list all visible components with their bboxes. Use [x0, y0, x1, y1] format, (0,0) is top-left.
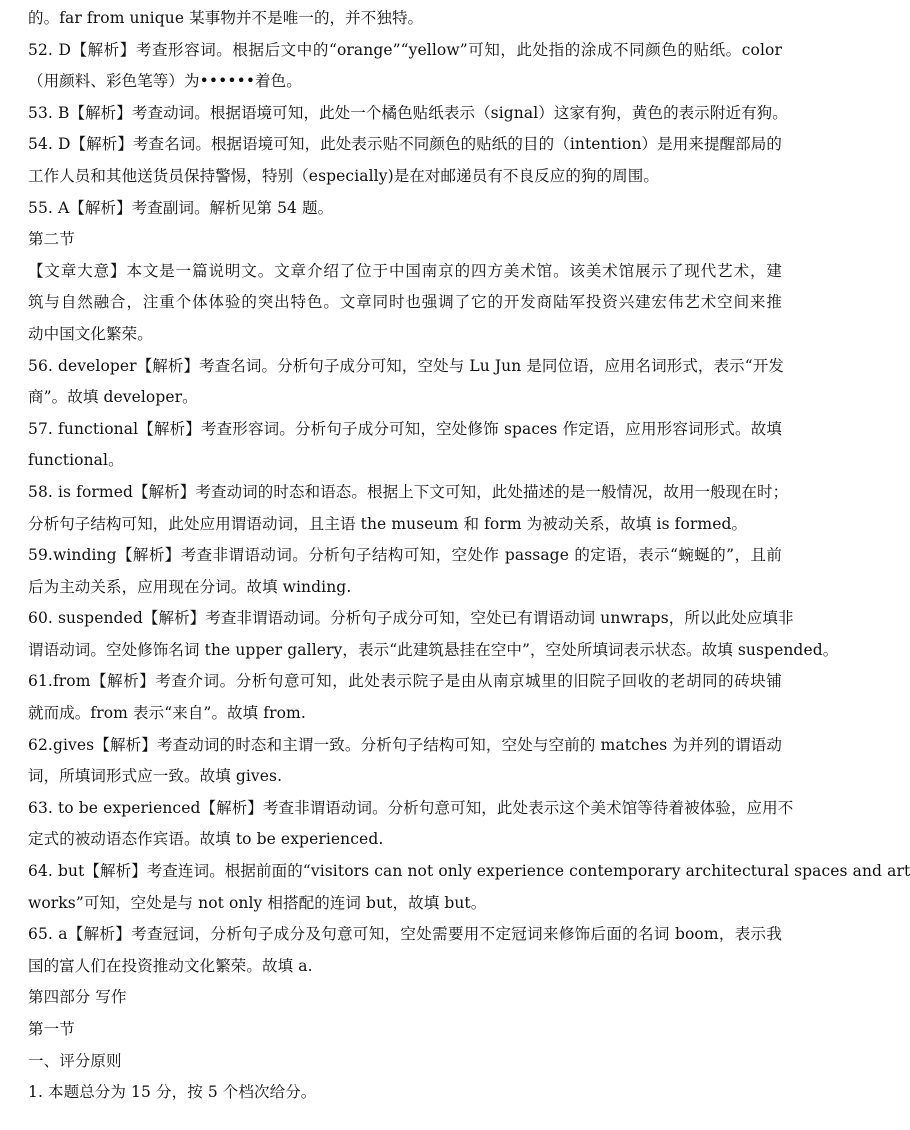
text-line: 64. but【解析】考查连词。根据前面的“visitors can not only experience contemporary architectural spaces and art: [28, 862, 910, 881]
text-line: 52. D【解析】考查形容词。根据后文中的“orange”“yellow”可知，此处指的涂成不同颜色的贴纸。color: [28, 40, 782, 59]
text-line: 筑与自然融合，注重个体体验的突出特色。文章同时也强调了它的开发商陆军投资兴建宏伟艺术空间来推: [28, 293, 782, 312]
text-line: 工作人员和其他送货员保持警惕，特别（especially)是在对邮递员有不良反应的狗的周围。: [28, 166, 659, 185]
text-line: 54. D【解析】考查名词。根据语境可知，此处表示贴不同颜色的贴纸的目的（intention）是用来提醒部局的: [28, 135, 782, 154]
text-line: 商”。故填 developer。: [28, 388, 198, 407]
text-line: 谓语动词。空处修饰名词 the upper gallery，表示“此建筑悬挂在空中”，空处所填词表示状态。故填 suspended。: [28, 640, 839, 659]
text-line: 第二节: [28, 230, 75, 249]
text-line: 58. is formed【解析】考查动词的时态和语态。根据上下文可知，此处描述的是一般情况，故用一般现在时；: [28, 482, 789, 501]
text-line: 定式的被动语态作宾语。故填 to be experienced.: [28, 830, 384, 849]
text-line: 63. to be experienced【解析】考查非谓语动词。分析句意可知，此处表示这个美术馆等待着被体验，应用不: [28, 798, 794, 817]
text-line: 就而成。from 表示“来自”。故填 from.: [28, 704, 306, 723]
text-line: 56. developer【解析】考查名词。分析句子成分可知，空处与 Lu Jun 是同位语，应用名词形式，表示“开发: [28, 356, 784, 375]
text-line: 词，所填词形式应一致。故填 gives.: [28, 767, 283, 786]
text-line: 一、评分原则: [28, 1051, 122, 1070]
text-line: 动中国文化繁荣。: [28, 324, 153, 343]
text-line: works”可知，空处是与 not only 相搭配的连词 but，故填 but。: [28, 893, 487, 912]
text-line: 第四部分 写作: [28, 988, 127, 1007]
text-line: 53. B【解析】考查动词。根据语境可知，此处一个橘色贴纸表示（signal）这家有狗，黄色的表示附近有狗。: [28, 103, 788, 122]
text-line: 第一节: [28, 1020, 75, 1038]
text-line: 62.gives【解析】考查动词的时态和主谓一致。分析句子结构可知，空处与空前的 matches 为并列的谓语动: [28, 735, 782, 754]
text-line: 59.winding【解析】考查非谓语动词。分析句子结构可知，空处作 passage 的定语，表示“蜿蜒的”，且前: [28, 546, 782, 565]
text-line: functional。: [28, 451, 124, 470]
text-line: 60. suspended【解析】考查非谓语动词。分析句子成分可知，空处已有谓语动词 unwraps，所以此处应填非: [28, 609, 794, 628]
text-line: （用颜料、彩色笔等）为••••••着色。: [28, 72, 302, 91]
text-line: 国的富人们在投资推动文化繁荣。故填 a.: [28, 956, 313, 975]
text-line: 55. A【解析】考查副词。解析见第 54 题。: [28, 198, 334, 217]
text-line: 1. 本题总分为 15 分，按 5 个档次给分。: [28, 1083, 317, 1102]
text-line: 分析句子结构可知，此处应用谓语动词，且主语 the museum 和 form 为被动关系，故填 is formed。: [28, 514, 748, 533]
text-line: 的。far from unique 某事物并不是唯一的，并不独特。: [28, 9, 424, 27]
text-line: 【文章大意】本文是一篇说明文。文章介绍了位于中国南京的四方美术馆。该美术馆展示了现代艺术，建: [28, 261, 782, 280]
text-line: 后为主动关系，应用现在分词。故填 winding.: [28, 577, 352, 596]
text-line: 65. a【解析】考查冠词，分析句子成分及句意可知，空处需要用不定冠词来修饰后面的名词 boom，表示我: [28, 925, 782, 944]
text-line: 61.from【解析】考查介词。分析句意可知，此处表示院子是由从南京城里的旧院子回收的老胡同的砖块铺: [28, 672, 782, 691]
text-line: 57. functional【解析】考查形容词。分析句子成分可知，空处修饰 spaces 作定语，应用形容词形式。故填: [28, 419, 782, 438]
